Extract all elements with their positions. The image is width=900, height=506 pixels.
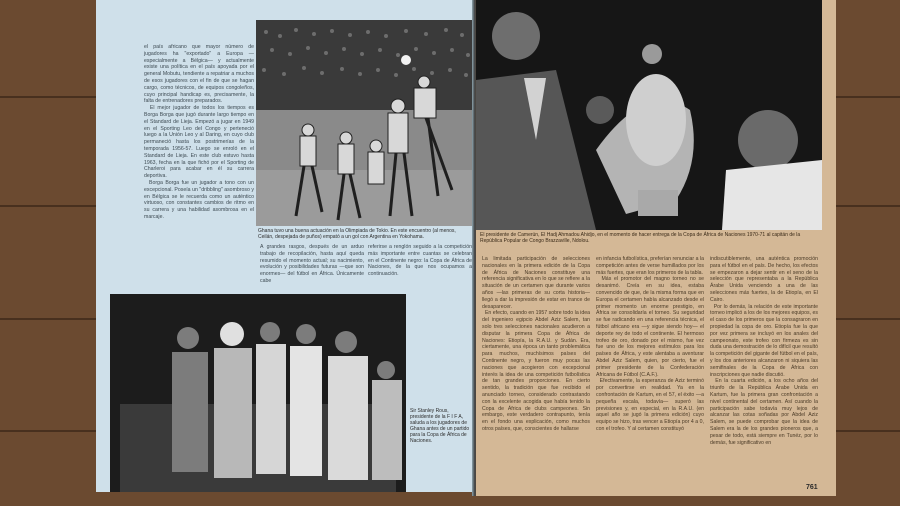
- left-magazine-page: [96, 0, 474, 492]
- left-page-column-1: el país africano que mayor número de jugadores ha "exportado" a Europa —especialmente a Bélgica— y actualmente existe una política en el país apoyada por el general Mobutu, tendiente a repatriar a muchos de esos jugadores con el fin de que se hagan cargo, como técnicos, de equipos congoleños, cuyo principal handicap es, precisamente, la falta de entrenadores preparados. El mejor jugador de todos los tiempos es Borga Borga que jugó durante largo tiempo en el Standard de Lieja. Empezó a jugar en 1949 en el Sporting Leo del Congo y perteneció luego a la Unión Leo y al Daring, en cuyo club permaneció hasta los postrimerías de la temporada 1956-57. Luego se enroló en el Standard de Lieja. En este club estuvo hasta 1963, fecha en la que fichó por el Sporting de Charleroi para acabar en él su carrera deportiva. Borga Borga fue un jugador a tono con un excepcional. Poseía un "dribbling" asombroso y en Bélgica se le recuerda como un auténtico virtuoso, con constantes cambios de ritmo en su carrera y una habilidad asombrosa en el marcaje.: [144, 44, 254, 220]
- football-match-illustration: [256, 20, 472, 226]
- football-photo-caption: Ghana tuvo una buena actuación en la Olimpiada de Tokio. En este encuentro (al menos, Ceilán, despejada de puños) empató a un gol con Argentina en Yokohama.: [258, 228, 456, 240]
- officials-and-players-illustration: [110, 294, 406, 492]
- football-match-photo: [256, 20, 472, 226]
- left-page-column-3: referirse a renglón seguido a la competición más importante entre cuantas se celebran en el Continente negro: la Copa de África de Naciones, de la que nos ocupamos a continuación.: [368, 244, 472, 278]
- right-page-column-1: La limitada participación de selecciones nacionales en la primera edición de la Copa de África de Naciones constituye una referencia significativa en lo que se refiere a la situación de un certamen que durante varios años —las primeras de su corta historia— llegó a dar la impresión de estar en trance de desaparecer. En efecto, cuando en 1957 sobre todo la idea del ingeniero egipcio Abdel Aziz Salem, tan solo tres selecciones nacionales acudieron a disputar la primera Copa de África de Naciones: Etiopía, la R.A.U. y Sudán. Era, ciertamente, una época un tanto problemática para muchos, muchísimos países del Continente negro, y fueron muy pocas las naciones que acogieron con excepcional interés la idea de una competición futbolística de tan grandes proporciones. En cierto sentido, la tradición que fue recibido el anunciado torneo, considerado contrastando con la excelente acogida que había tenido la Copa de África de clubs campeones. Sin embargo, este verdadero contrapunto, tenía en el fondo una explicación, como muchos otros países, que, conscientes de hallarse: [482, 256, 590, 432]
- right-page-column-2: en infancia futbolística, preferían renunciar a la competición antes de verse humillados por los más fuertes, que eran los primeros de la tabla. Más el promotor del magno torneo no se desanimó. Creía en su idea, estaba convencido de que, de la misma forma que en Europa el certamen había alcanzado desde el primer momento un enorme prestigio, en África se consolidaría el torneo. Su seguridad se fue radicando en una referencia técnica, el fútbol africano era —y sigue siendo hoy— el deporte rey de todo el continente. El hermoso trofeo de oro, donado por el mismo, fue vez fue uno de los mejores estímulos para los países de África, y este alentaba a aventurar Abdel Aziz Salem, quien, por cierto, fue el primer presidente de la Confederación Africana de Fútbol (C.A.F.). Efectivamente, la esperanza de Aziz terminó por convertirse en realidad. Ya en la confrontación de Kartum, en el 57, el éxito —a pequeña escala, todavía— superó las previsiones y, en especial, en la R.A.U. (en aquel año se jugó la primera edición) cuyo equipo se hizo, tras vencer a Etiopía por 4 a 0, con el trofeo. Y al certamen constituyó: [596, 256, 704, 432]
- left-page-column-2: A grandes rasgos, después de un arduo trabajo de recopilación, hasta aquí queda resumido el momento actual; su nacimiento, evolución y posibilidades futuras —que son enormes— del fútbol en África. Únicamente cabe: [260, 244, 366, 284]
- trophy-photo-caption: El presidente de Camerún, El Hadj Ahmadou Ahidjo, en el momento de hacer entrega de la Copa de África de Naciones 1970-71 al capitán de la República Popular de Congo Brazzaville, Ndolou.: [480, 232, 801, 244]
- stanley-rous-photo: [110, 294, 406, 492]
- right-page-column-3: indiscutiblemente, una auténtica promoción para el fútbol en el país. De hecho, los efectos se empezaron a dejar sentir en el seno de la selección que representaba a la República Árabe Unida venciendo a una de las selecciones más fuertes, la de Etiopía, en El Cairo. Por lo demás, la relación de este importante torneo implicó a los de los mejores equipos, es el caso de los primeros que la consagraron en propiedad la copa de oro. Etiopía fue la que por vez primera se incluyó en los anales del campeonato, este trofeo con firmeza es sin duda una demostración de lo difícil que resultó la competición del gigante del fútbol en el país, y los dos anteriores alcanzaron ni siquiera las semifinales de la Copa de África con inscripciones que nadie discutió. En la cuarta edición, a los ocho años del triunfo de la República Árabe Unida en Kartum, fue la primera gran confrontación a nivel continental del certamen. Así cuando la participación sabe todavía muy lejos de alcanzar las cotas soñadas por Abdel Aziz Salem, se puede comprobar que la idea de Salem era la de los grandes pioneros que, a pesar de todo, está siempre en Tunéz, por lo demás, fue significativo en: [710, 256, 818, 446]
- page-number: 761: [806, 484, 818, 491]
- trophy-ceremony-photo: [476, 0, 822, 230]
- stanley-rous-caption: Sir Stanley Rous, presidente de la F I F A, saluda a los jugadores de Ghana antes de un partido para la Copa de África de Naciones.: [410, 408, 470, 444]
- right-magazine-page: [476, 0, 836, 496]
- trophy-ceremony-illustration: [476, 0, 822, 230]
